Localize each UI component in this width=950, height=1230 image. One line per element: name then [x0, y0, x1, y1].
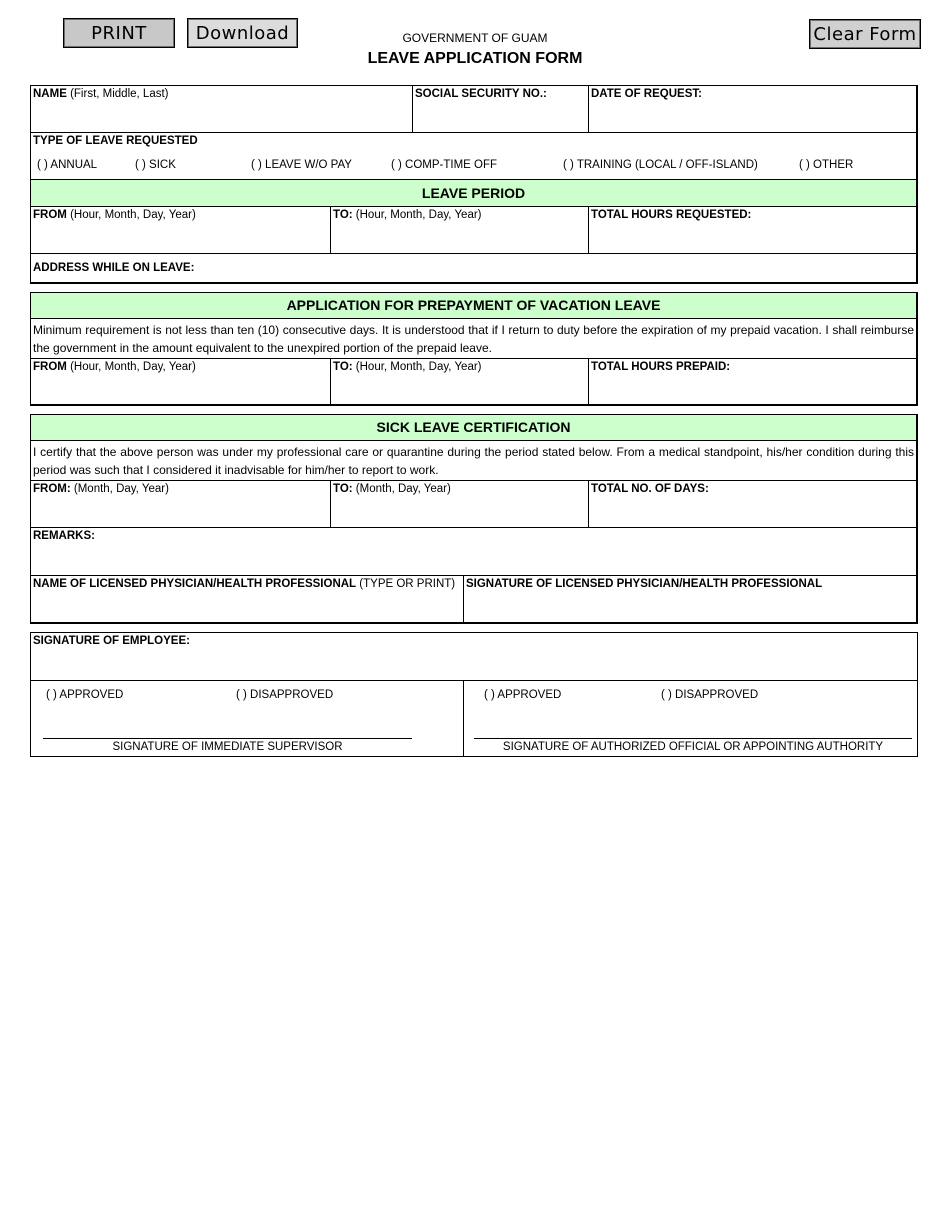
leave-option-without-pay[interactable]: ( ) LEAVE W/O PAY [251, 159, 352, 171]
total-hours-prepaid-label: TOTAL HOURS PREPAID: [591, 361, 731, 373]
prepayment-section [30, 292, 918, 406]
supervisor-signature-caption: SIGNATURE OF IMMEDIATE SUPERVISOR [112, 741, 343, 753]
address-while-on-leave-field[interactable] [31, 254, 917, 283]
prepay-to-field[interactable] [331, 359, 589, 404]
sick-from-hint: (Month, Day, Year) [73, 483, 169, 495]
prepayment-text: Minimum requirement is not less than ten (10) consecutive days. It is understood that if I return to duty before the expiration of my prepaid vacation. I shall reimburse the government in the amount equivalent to the unexpired portion of the prepaid leave. [31, 319, 916, 359]
total-hours-requested-field[interactable] [589, 207, 917, 254]
supervisor-approved-option[interactable]: ( ) APPROVED [46, 689, 124, 701]
leave-to-field[interactable] [331, 207, 589, 254]
government-heading: GOVERNMENT OF GUAM [402, 31, 548, 45]
supervisor-disapproved-option[interactable]: ( ) DISAPPROVED [236, 689, 334, 701]
date-of-request-field[interactable] [589, 86, 917, 133]
supervisor-approval-block [31, 681, 464, 756]
leave-option-comp-time[interactable]: ( ) COMP-TIME OFF [391, 159, 498, 171]
supervisor-signature-line[interactable] [43, 738, 412, 739]
clear-form-button[interactable]: Clear Form [809, 19, 921, 49]
leave-option-training[interactable]: ( ) TRAINING (LOCAL / OFF-ISLAND) [563, 159, 758, 171]
employee-signature-field[interactable] [31, 633, 917, 681]
address-label: ADDRESS WHILE ON LEAVE: [33, 262, 195, 274]
sick-leave-text: I certify that the above person was under my professional care or quarantine during the period stated below. From a medical standpoint, his/her condition during this period was such that I considered it inadvisable for him/her to report to work. [31, 441, 916, 481]
physician-signature-label: SIGNATURE OF LICENSED PHYSICIAN/HEALTH PROFESSIONAL [466, 578, 823, 590]
sick-to-field[interactable] [331, 481, 589, 528]
official-approval-block [464, 681, 917, 756]
form-title: LEAVE APPLICATION FORM [367, 50, 583, 67]
physician-name-label: NAME OF LICENSED PHYSICIAN/HEALTH PROFESSIONAL [33, 578, 357, 590]
leave-to-label: TO: [333, 209, 353, 221]
prepay-to-label: TO: [333, 361, 353, 373]
leave-option-annual[interactable]: ( ) ANNUAL [37, 159, 98, 171]
ssn-field[interactable] [413, 86, 589, 133]
leave-from-hint: (Hour, Month, Day, Year) [70, 209, 196, 221]
official-signature-caption: SIGNATURE OF AUTHORIZED OFFICIAL OR APPOINTING AUTHORITY [502, 741, 884, 753]
sick-from-field[interactable] [31, 481, 331, 528]
leave-to-hint: (Hour, Month, Day, Year) [355, 209, 482, 221]
leave-period-header: LEAVE PERIOD [31, 180, 916, 207]
remarks-field[interactable] [31, 528, 917, 576]
leave-type-label: TYPE OF LEAVE REQUESTED [33, 135, 198, 147]
leave-type-row [31, 133, 917, 180]
sick-leave-header: SICK LEAVE CERTIFICATION [31, 415, 916, 441]
total-hours-requested-label: TOTAL HOURS REQUESTED: [591, 209, 752, 221]
print-button[interactable]: PRINT [63, 18, 175, 48]
sick-leave-section [30, 414, 918, 624]
leave-option-sick[interactable]: ( ) SICK [135, 159, 176, 171]
date-of-request-label: DATE OF REQUEST: [591, 88, 702, 100]
sick-to-label: TO: [333, 483, 353, 495]
employee-signature-label: SIGNATURE OF EMPLOYEE: [33, 635, 190, 647]
download-button[interactable]: Download [187, 18, 298, 48]
official-disapproved-option[interactable]: ( ) DISAPPROVED [661, 689, 759, 701]
prepayment-header: APPLICATION FOR PREPAYMENT OF VACATION LEAVE [31, 293, 916, 319]
leave-from-label: FROM [33, 209, 67, 221]
physician-name-hint: (TYPE OR PRINT) [359, 578, 456, 590]
sick-to-hint: (Month, Day, Year) [355, 483, 451, 495]
applicant-section [30, 85, 918, 284]
physician-signature-field[interactable] [464, 576, 917, 622]
prepay-from-hint: (Hour, Month, Day, Year) [70, 361, 196, 373]
name-hint: (First, Middle, Last) [70, 88, 169, 100]
official-signature-line[interactable] [474, 738, 912, 739]
leave-from-field[interactable] [31, 207, 331, 254]
prepay-from-field[interactable] [31, 359, 331, 404]
ssn-label: SOCIAL SECURITY NO.: [415, 88, 547, 100]
prepay-from-label: FROM [33, 361, 67, 373]
total-days-field[interactable] [589, 481, 917, 528]
leave-option-other[interactable]: ( ) OTHER [799, 159, 854, 171]
approval-section [30, 632, 918, 757]
total-days-label: TOTAL NO. OF DAYS: [591, 483, 709, 495]
physician-name-field[interactable] [31, 576, 464, 622]
sick-from-label: FROM: [33, 483, 71, 495]
name-label: NAME [33, 88, 67, 100]
prepay-to-hint: (Hour, Month, Day, Year) [355, 361, 482, 373]
total-hours-prepaid-field[interactable] [589, 359, 917, 404]
official-approved-option[interactable]: ( ) APPROVED [484, 689, 562, 701]
remarks-label: REMARKS: [33, 530, 95, 542]
name-field[interactable] [31, 86, 413, 133]
